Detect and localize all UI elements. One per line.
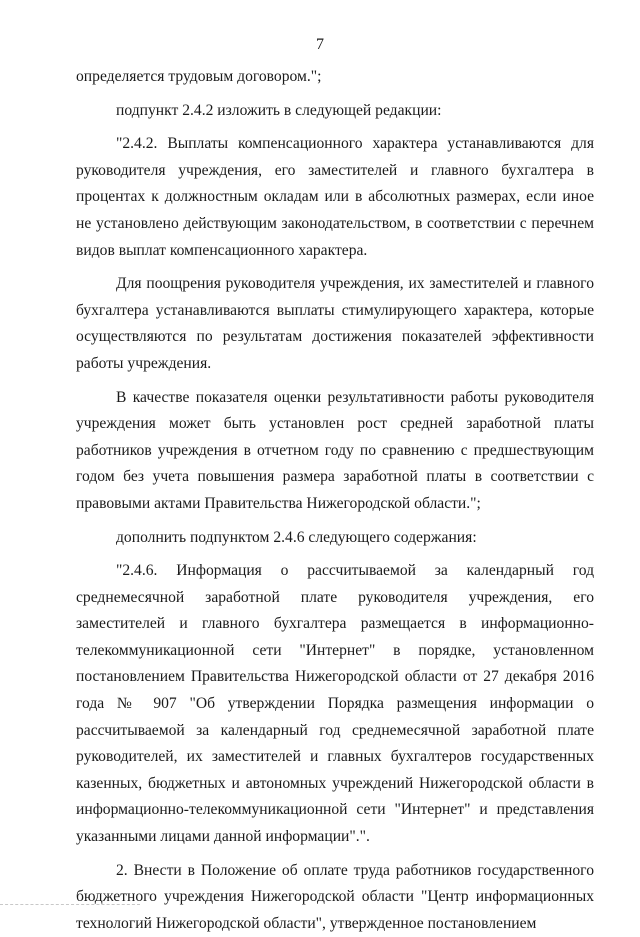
paragraph-clause-2-4-6: "2.4.6. Информация о рассчитываемой за календарный год среднемесячной заработной плате руководителя учреждения, его заместителей и главного бухгалтера размещается в информационно-телекоммуникационной сети "Интернет" в порядке, установленном постановлением Правительства Нижегородской области от 27 декабря 2016 года № 907 "Об утверждении Порядка размещения информации о рассчитываемой за календарный год среднемесячной заработной плате руководителей, их заместителей и главных бухгалтеров государственных казенных, бюджетных и автономных учреждений Нижегородской области в информационно-телекоммуникационной сети "Интернет" и представления указанными лицами данной информации".". — [76, 562, 594, 846]
paragraph-subclause-2-4-2-intro: подпункт 2.4.2 изложить в следующей редакции: — [116, 101, 442, 119]
page-number: 7 — [316, 36, 324, 53]
paragraph-subclause-2-4-6-intro: дополнить подпунктом 2.4.6 следующего содержания: — [116, 528, 477, 546]
paragraph-incentive-payments: Для поощрения руководителя учреждения, их заместителей и главного бухгалтера устанавливаются выплаты стимулирующего характера, которые осуществляются по результатам достижения показателей эффективности работы учреждения. — [76, 275, 594, 372]
document-body — [76, 64, 594, 937]
paragraph-item-2: 2. Внести в Положение об оплате труда работников государственного бюджетного учреждения Нижегородской области "Центр информационных технологий Нижегородской области", утвержденное постановлением — [76, 861, 594, 932]
paragraph-performance-indicator: В качестве показателя оценки результативности работы руководителя учреждения может быть установлен рост средней заработной платы работников учреждения в отчетном году по сравнению с предшествующим годом без учета повышения размера заработной платы в соответствии с правовыми актами Правительства Нижегородской области."; — [76, 388, 594, 512]
paragraph-contract-end: определяется трудовым договором."; — [76, 68, 322, 85]
scan-edge-divider — [0, 901, 140, 905]
paragraph-clause-2-4-2: "2.4.2. Выплаты компенсационного характера устанавливаются для руководителя учреждения, его заместителей и главного бухгалтера в процентах к должностным окладам или в абсолютных размерах, если иное не установлено действующим законодательством, в соответствии с перечнем видов выплат компенсационного характера. — [76, 135, 594, 259]
